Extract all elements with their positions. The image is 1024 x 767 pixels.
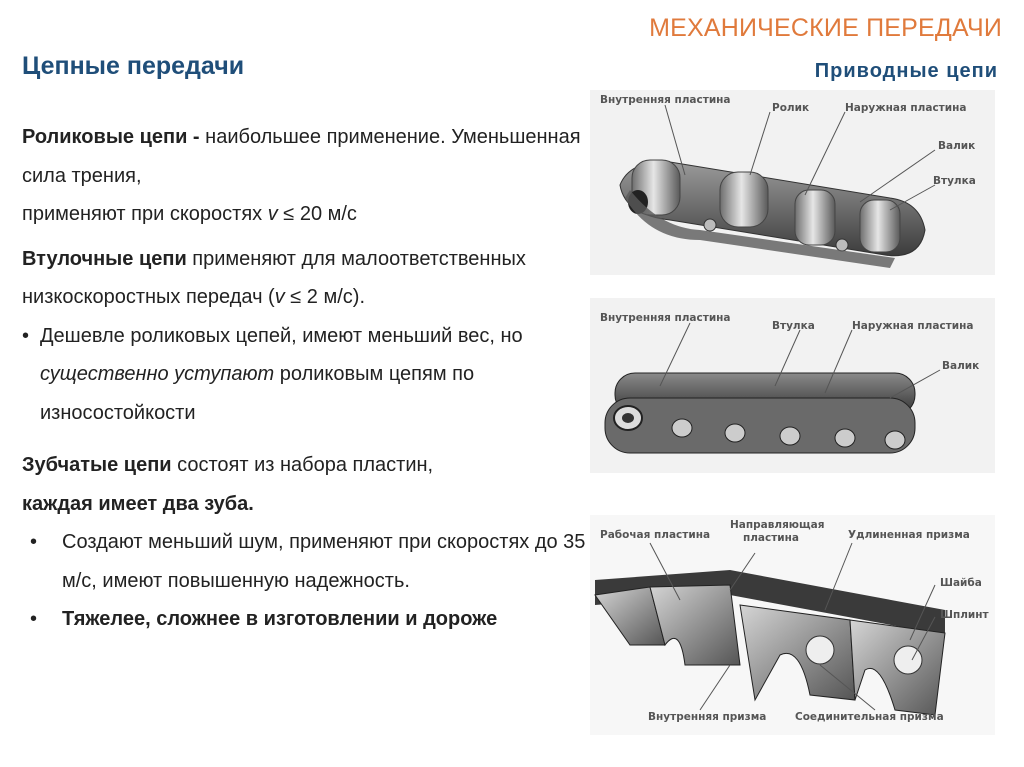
slide-subtopic: Приводные цепи <box>814 60 998 82</box>
fig3-label-cotter: Шплинт <box>940 609 989 621</box>
fig1-label-roller: Ролик <box>772 102 810 114</box>
roller-chain-paragraph <box>22 118 587 234</box>
slide-title: Цепные передачи <box>22 52 245 80</box>
fig2-label-bushing: Втулка <box>772 320 815 332</box>
toothed-chain-lead: Зубчатые цепи <box>22 454 172 476</box>
toothed-chain-illustration <box>590 515 995 735</box>
fig2-label-inner-plate: Внутренняя пластина <box>600 312 731 324</box>
fig1-label-pin: Валик <box>938 140 976 152</box>
roller-chain-dash: - <box>187 126 206 148</box>
bushing-chain-text-1: применяют для малоответственных низкоскоростных передач ( <box>22 247 526 308</box>
fig3-label-extended-prism: Удлиненная призма <box>848 529 970 541</box>
fig3-label-guide-plate: Направляющая пластина <box>730 519 825 544</box>
fig1-label-bushing: Втулка <box>933 175 976 187</box>
bullet-dot: • <box>22 324 30 347</box>
bullet-dot: • <box>30 608 38 630</box>
toothed-bullet-1 <box>22 523 587 600</box>
roller-chain-text-1: наибольшее применение. Уменьшенная сила трения, <box>22 126 581 187</box>
toothed-chain-figure <box>590 515 995 735</box>
roller-chain-v: v <box>267 203 278 225</box>
bushing-chain-paragraph <box>22 240 587 317</box>
fig3-label-connecting-prism: Соединительная призма <box>795 711 944 723</box>
bushing-bullet-text: Дешевле роликовых цепей, имеют меньший вес, но <box>40 324 523 347</box>
bushing-bullet-end: роликовым цепям по износостойкости <box>40 363 475 424</box>
toothed-bullet-2 <box>22 600 587 639</box>
toothed-chain-text-1: состоят из набора пластин, <box>171 454 434 476</box>
bushing-chain-figure <box>590 298 995 473</box>
bushing-chain-text-2: ≤ 2 м/с). <box>284 286 366 308</box>
toothed-bullet-2-text: Тяжелее, сложнее в изготовлении и дороже <box>62 608 498 630</box>
bushing-bullet <box>22 317 587 433</box>
body-text <box>22 118 587 639</box>
roller-chain-lead: Роликовые цепи <box>22 126 188 148</box>
bushing-chain-v: v <box>274 286 285 308</box>
fig3-label-washer: Шайба <box>940 577 982 589</box>
roller-chain-figure <box>590 90 995 275</box>
toothed-chain-paragraph <box>22 446 587 523</box>
fig1-label-outer-plate: Наружная пластина <box>845 102 967 114</box>
bushing-bullet-italic: существенно уступают <box>40 363 275 385</box>
fig3-label-working-plate: Рабочая пластина <box>600 529 711 541</box>
toothed-bullet-1-text: Создают меньший шум, применяют при скоростях до 35 м/с, имеют повышенную надежность. <box>62 531 586 592</box>
bushing-chain-lead: Втулочные цепи <box>22 247 187 270</box>
fig1-label-inner-plate: Внутренняя пластина <box>600 94 731 106</box>
bullet-dot: • <box>30 531 38 553</box>
roller-chain-text-3: ≤ 20 м/с <box>277 203 357 225</box>
roller-chain-text-2: применяют при скоростях <box>22 203 268 225</box>
fig2-label-pin: Валик <box>942 360 980 372</box>
fig2-label-outer-plate: Наружная пластина <box>852 320 974 332</box>
toothed-chain-text-2: каждая имеет два зуба. <box>22 492 254 515</box>
fig3-label-inner-prism: Внутренняя призма <box>648 711 767 723</box>
slide-topic: МЕХАНИЧЕСКИЕ ПЕРЕДАЧИ <box>649 14 1002 42</box>
